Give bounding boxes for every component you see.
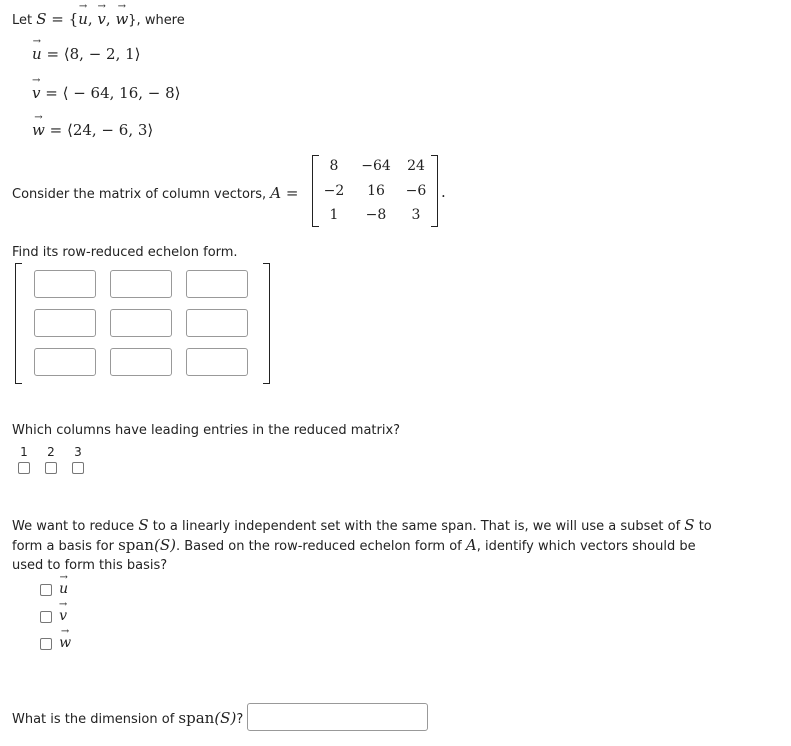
basis-u-label: → u [59,581,68,597]
basis-option-u[interactable] [40,581,68,597]
v-value: = ⟨ − 64, 16, − 8⟩ [45,84,181,102]
basis-text: , identify which vectors should be used to form this basis? [12,539,696,573]
basis-v-checkbox[interactable] [40,611,52,623]
intro-eq-set: = { [46,10,79,28]
w-symbol: → w [32,121,45,139]
dimension-S: (S) [214,709,237,727]
basis-text: to a linearly independent set with the same span. That is, we will use a subset of [148,519,685,534]
basis-u-checkbox[interactable] [40,584,52,596]
dimension-text: What is the dimension of [12,712,179,727]
basis-text: . Based on the row-reduced echelon form of [175,539,466,554]
matrix-A-display [312,155,438,227]
rref-input[interactable] [186,270,248,298]
rref-input[interactable] [34,270,96,298]
matrix-cell: −2 [323,183,345,199]
set-S: S [36,10,47,28]
matrix-cell: 24 [407,158,425,174]
matrix-cell: −64 [361,158,391,174]
dimension-qmark: ? [236,712,244,727]
column-3-checkbox[interactable] [72,462,84,474]
basis-S: S [138,516,149,534]
rref-left-bracket [15,263,22,384]
dimension-input[interactable] [247,703,428,731]
rref-input[interactable] [110,270,172,298]
v-symbol: → v [32,84,40,102]
vec-w: → w [115,10,128,28]
basis-v-label: → v [59,608,67,624]
matrix-period: . [441,183,446,201]
v-definition [32,84,181,102]
u-definition [32,45,141,63]
matrix-right-bracket [431,155,438,227]
column-3-label: 3 [74,445,82,459]
rref-input[interactable] [186,309,248,337]
matrix-cell: 16 [367,183,385,199]
basis-S: S [684,516,695,534]
u-value: = ⟨8, − 2, 1⟩ [46,45,141,63]
matrix-cell: 3 [411,207,421,223]
matrix-eq: = [281,184,299,202]
basis-w-label: → w [59,635,71,651]
intro-let: Let [12,13,37,28]
rref-matrix [15,263,270,384]
dimension-prompt [12,709,243,727]
column-1-checkbox[interactable] [18,462,30,474]
column-2-label: 2 [47,445,55,459]
matrix-cell: 8 [329,158,339,174]
leading-columns-group [17,445,97,479]
u-symbol: → u [32,45,42,63]
basis-option-w[interactable] [40,635,71,651]
rref-input[interactable] [34,348,96,376]
vec-v: → v [97,10,105,28]
leading-prompt: Which columns have leading entries in the reduced matrix? [12,423,401,438]
basis-A: A [465,536,477,554]
matrix-cell: −6 [405,183,427,199]
column-1-label: 1 [20,445,28,459]
intro-line: Let S = {→ u, → v, → w}, where [12,10,185,28]
rref-input[interactable] [186,348,248,376]
basis-S: (S) [153,536,176,554]
matrix-sentence-text: Consider the matrix of column vectors, [12,187,271,202]
matrix-cell: −8 [365,207,387,223]
matrix-A: A [270,184,282,202]
rref-prompt: Find its row-reduced echelon form. [12,245,238,260]
intro-close: }, where [128,13,185,28]
vec-u: → u [78,10,88,28]
matrix-cell: 1 [329,207,339,223]
w-value: = ⟨24, − 6, 3⟩ [49,121,154,139]
basis-text: to form a basis for [12,519,712,554]
basis-option-v[interactable] [40,608,67,624]
basis-w-checkbox[interactable] [40,638,52,650]
basis-text: We want to reduce [12,519,139,534]
rref-right-bracket [263,263,270,384]
basis-prompt [12,516,712,575]
rref-input[interactable] [34,309,96,337]
basis-span: span [118,536,154,554]
matrix-sentence [12,184,298,202]
rref-input[interactable] [110,309,172,337]
column-2-checkbox[interactable] [45,462,57,474]
rref-input[interactable] [110,348,172,376]
w-definition [32,121,153,139]
dimension-span: span [178,709,215,727]
